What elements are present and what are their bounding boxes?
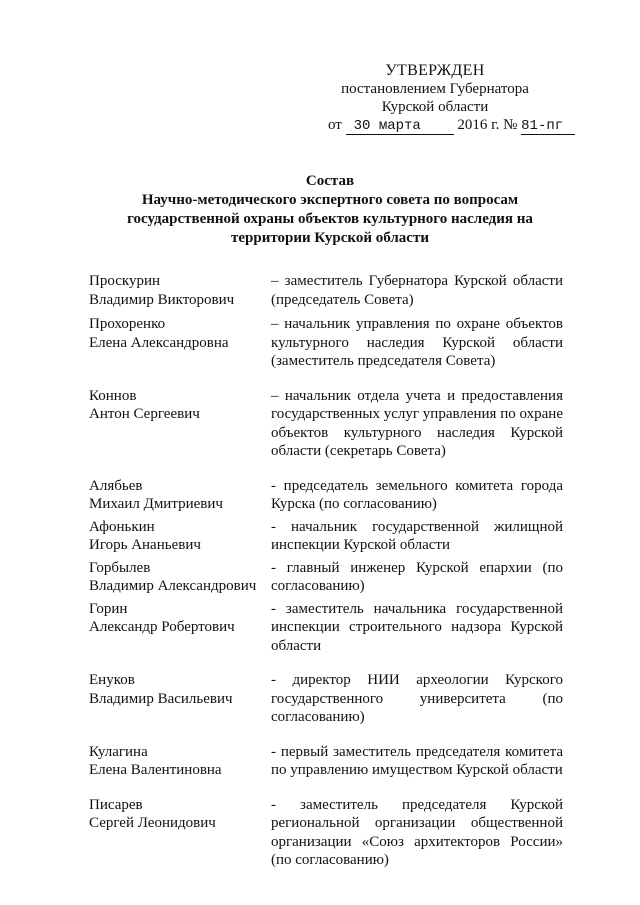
member-role: - заместитель председателя Курской региональной организации общественной организации «Союз архитекторов России» (по согласованию) [271,796,563,868]
approval-decree-line: постановлением Губернатора [341,81,529,97]
member-surname: Коннов [89,387,137,404]
member-role: – начальник отдела учета и предоставления государственных услуг управления по охране объектов культурного наследия Курской области (секретарь Совета) [271,387,563,459]
member-name [89,671,269,727]
member-entry [89,671,563,727]
member-name [89,272,269,309]
member-surname: Горин [89,600,128,617]
decree-number: 81-пг [521,119,575,135]
document-heading [90,172,570,248]
heading-line-2: Научно-методического экспертного совета по вопросам [141,192,519,208]
member-surname: Енуков [89,672,135,688]
member-name [89,559,269,596]
member-given-name: Владимир Викторович [89,291,235,308]
member-surname: Прохоренко [89,316,166,332]
member-name [89,743,269,780]
member-role: – начальник управления по охране объектов культурного наследия Курской области (заместитель председателя Совета) [271,316,563,369]
approval-region-line: Курской области [381,99,489,115]
member-given-name: Сергей Леонидович [89,815,216,831]
member-role: - председатель земельного комитета города Курска (по согласованию) [271,477,563,512]
member-name [89,315,269,371]
decree-date: 30 марта [346,119,454,135]
member-entry [89,600,563,656]
member-role: - директор НИИ археологии Курского государственного университета (по согласованию) [271,672,563,725]
member-surname: Афонькин [89,518,155,535]
member-entry [89,796,563,870]
member-role: - заместитель начальника государственной инспекции строительного надзора Курской области [271,600,563,654]
member-given-name: Елена Александровна [89,334,229,351]
member-role: - начальник государственной жилищной инспекции Курской области [271,518,563,553]
member-given-name: Игорь Ананьевич [89,537,201,553]
approval-date-line [300,116,570,135]
member-entry [89,387,563,461]
approval-block [300,62,570,135]
member-entry [89,477,563,514]
member-given-name: Елена Валентиновна [89,762,222,778]
member-surname: Алябьев [89,477,143,494]
member-role: - главный инженер Курской епархии (по согласованию) [271,559,563,594]
member-entry [89,743,563,780]
heading-line-3: государственной охраны объектов культурного наследия на [127,211,533,227]
member-given-name: Михаил Дмитриевич [89,496,223,512]
member-role: - первый заместитель председателя комитета по управлению имуществом Курской области [271,743,563,778]
member-name [89,796,269,870]
heading-line-4: территории Курской области [231,230,429,246]
approval-title: УТВЕРЖДЕН [385,62,485,79]
heading-title: Состав [305,173,355,189]
member-given-name: Антон Сергеевич [89,406,200,422]
from-label: от [328,117,342,133]
member-given-name: Владимир Васильевич [89,690,233,707]
member-entry [89,272,563,309]
member-surname: Кулагина [89,743,148,760]
members-list [89,272,563,878]
member-name [89,387,269,461]
member-entry [89,559,563,596]
decree-year: 2016 г. № [457,117,518,133]
member-name [89,600,269,656]
member-entry [89,518,563,555]
member-entry [89,315,563,371]
member-surname: Горбылев [89,559,151,576]
member-role: – заместитель Губернатора Курской области (председатель Совета) [271,273,563,308]
member-surname: Писарев [89,796,143,813]
member-name [89,477,269,514]
member-surname: Проскурин [89,273,160,289]
member-name [89,518,269,555]
member-given-name: Владимир Александрович [89,578,257,594]
member-given-name: Александр Робертович [89,619,235,635]
